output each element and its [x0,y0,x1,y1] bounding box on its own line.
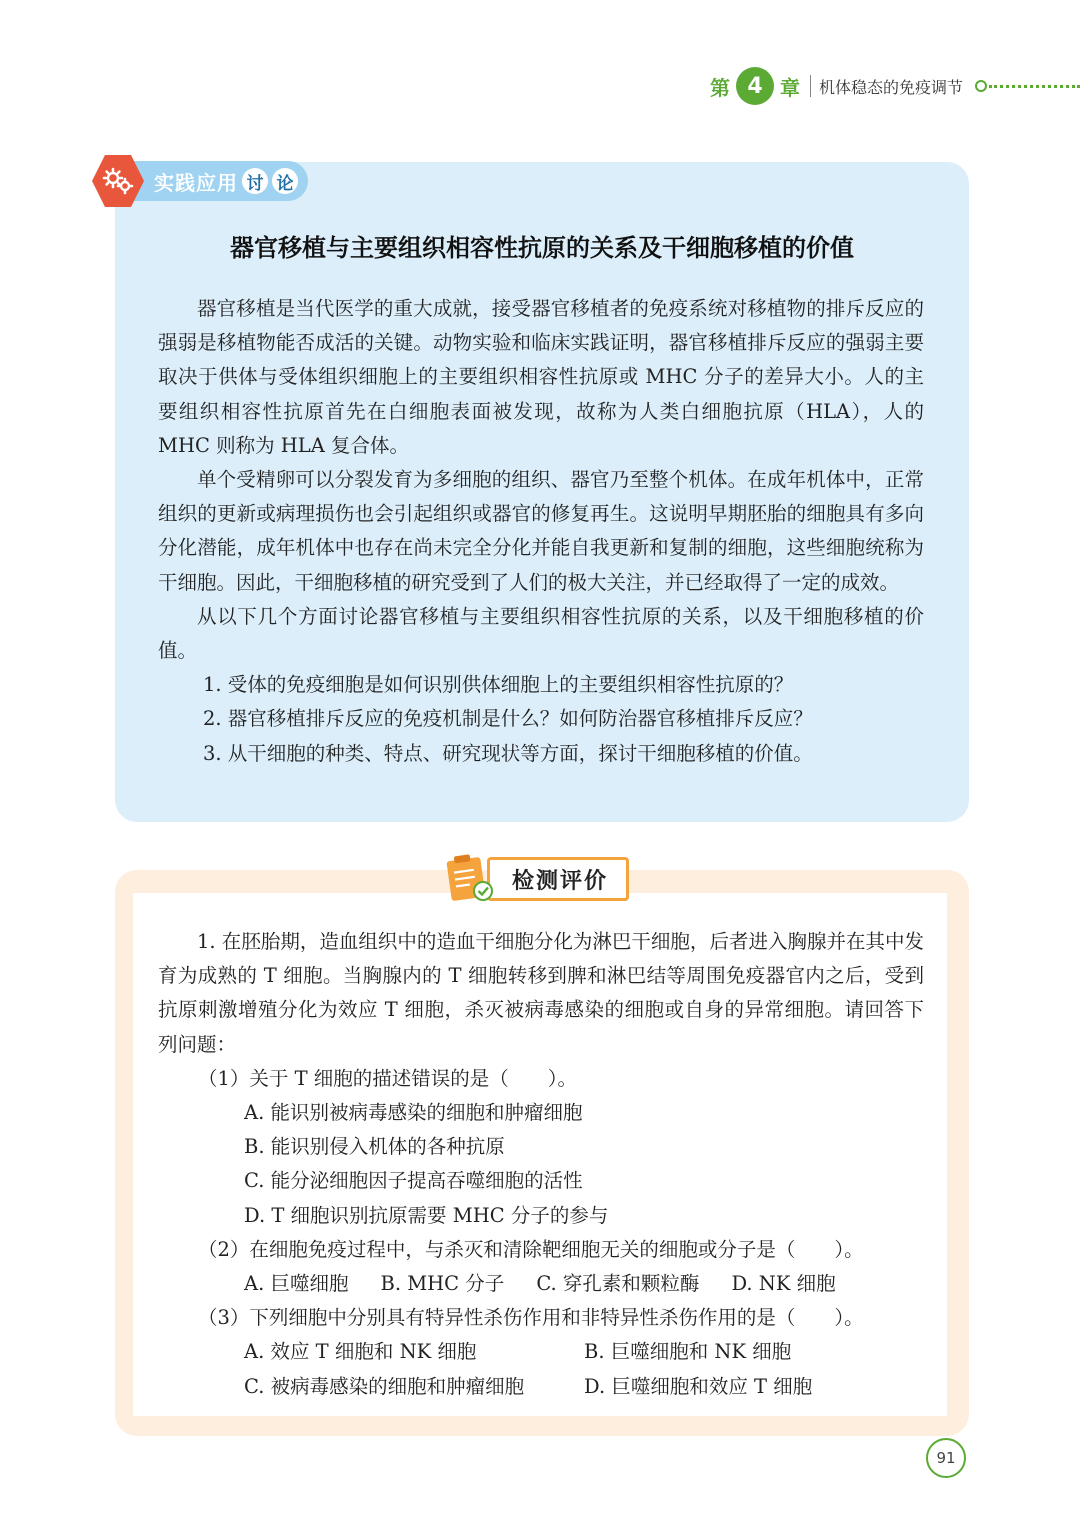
page-number: 91 [926,1438,966,1478]
answer-options-row [158,1335,924,1369]
practice-paragraph: 从以下几个方面讨论器官移植与主要组织相容性抗原的关系，以及干细胞移植的价值。 [158,604,924,663]
evaluation-label: 检测评价 [487,857,629,901]
answer-options-row [158,1370,924,1404]
chapter-title: 机体稳态的免疫调节 [819,77,964,97]
practice-body [158,292,924,771]
discussion-question: 3. 从干细胞的种类、特点、研究现状等方面，探讨干细胞移植的价值。 [203,741,813,765]
question-stem: （1）关于 T 细胞的描述错误的是（ ）。 [198,1066,578,1090]
chapter-suffix: 章 [780,75,800,100]
answer-option: C. 能分泌细胞因子提高吞噬细胞的活性 [244,1169,583,1193]
answer-option: B. MHC 分子 [380,1272,505,1296]
answer-option: B. 能识别侵入机体的各种抗原 [244,1135,505,1159]
chapter-number-badge: 4 [736,67,774,105]
answer-option: C. 被病毒感染的细胞和肿瘤细胞 [244,1374,525,1398]
practice-tag-label: 实践应用 [154,170,238,195]
discussion-question: 2. 器官移植排斥反应的免疫机制是什么？如何防治器官移植排斥反应？ [203,707,813,731]
practice-tag-char: 讨 [242,168,268,194]
practice-tag-pill [126,161,308,201]
question-stem: （3）下列细胞中分别具有特异性杀伤作用和非特异性杀伤作用的是（ ）。 [198,1306,864,1330]
chapter-prefix: 第 [710,75,730,100]
header-dotted-line [989,85,1080,88]
practice-tag [92,158,308,204]
evaluation-body [158,925,924,1404]
header-circle-icon [975,80,987,92]
discussion-question: 1. 受体的免疫细胞是如何识别供体细胞上的主要组织相容性抗原的？ [203,673,794,697]
header-divider [810,75,811,97]
practice-paragraph: 器官移植是当代医学的重大成就，接受器官移植者的免疫系统对移植物的排斥反应的强弱是移植物能否成活的关键。动物实验和临床实践证明，器官移植排斥反应的强弱主要取决于供体与受体组织细胞上的主要组织相容性抗原或 MHC 分子的差异大小。人的主要组织相容性抗原首先在白细胞表面被发现，故称为人类白细胞抗原（HLA），人的 MHC 则称为 HLA 复合体。 [158,297,924,457]
answer-options-row [158,1267,924,1301]
question-stem: （2）在细胞免疫过程中，与杀灭和清除靶细胞无关的细胞或分子是（ ）。 [198,1237,864,1261]
answer-option: A. 效应 T 细胞和 NK 细胞 [244,1340,477,1364]
practice-tag-char: 论 [272,168,298,194]
answer-option: D. 巨噬细胞和效应 T 细胞 [584,1374,813,1398]
answer-option: A. 能识别被病毒感染的细胞和肿瘤细胞 [244,1101,583,1125]
answer-option: A. 巨噬细胞 [244,1272,349,1296]
clipboard-check-icon [443,853,497,905]
practice-paragraph: 单个受精卵可以分裂发育为多细胞的组织、器官乃至整个机体。在成年机体中，正常组织的更新或病理损伤也会引起组织或器官的修复再生。这说明早期胚胎的细胞具有多向分化潜能，成年机体中也存在尚未完全分化并能自我更新和复制的细胞，这些细胞统称为干细胞。因此，干细胞移植的研究受到了人们的极大关注，并已经取得了一定的成效。 [158,468,924,594]
chapter-header [710,62,1080,110]
answer-option: B. 巨噬细胞和 NK 细胞 [584,1340,792,1364]
answer-option: D. T 细胞识别抗原需要 MHC 分子的参与 [244,1203,609,1227]
answer-option: C. 穿孔素和颗粒酶 [536,1272,700,1296]
evaluation-tag [443,853,629,905]
evaluation-intro: 1. 在胚胎期，造血组织中的造血干细胞分化为淋巴干细胞，后者进入胸腺并在其中发育为成熟的 T 细胞。当胸腺内的 T 细胞转移到脾和淋巴结等周围免疫器官内之后，受到抗原刺激增殖分化为效应 T 细胞，杀灭被病毒感染的细胞或自身的异常细胞。请回答下列问题： [158,930,924,1056]
practice-title: 器官移植与主要组织相容性抗原的关系及干细胞移植的价值 [230,234,854,262]
answer-option: D. NK 细胞 [731,1272,836,1296]
